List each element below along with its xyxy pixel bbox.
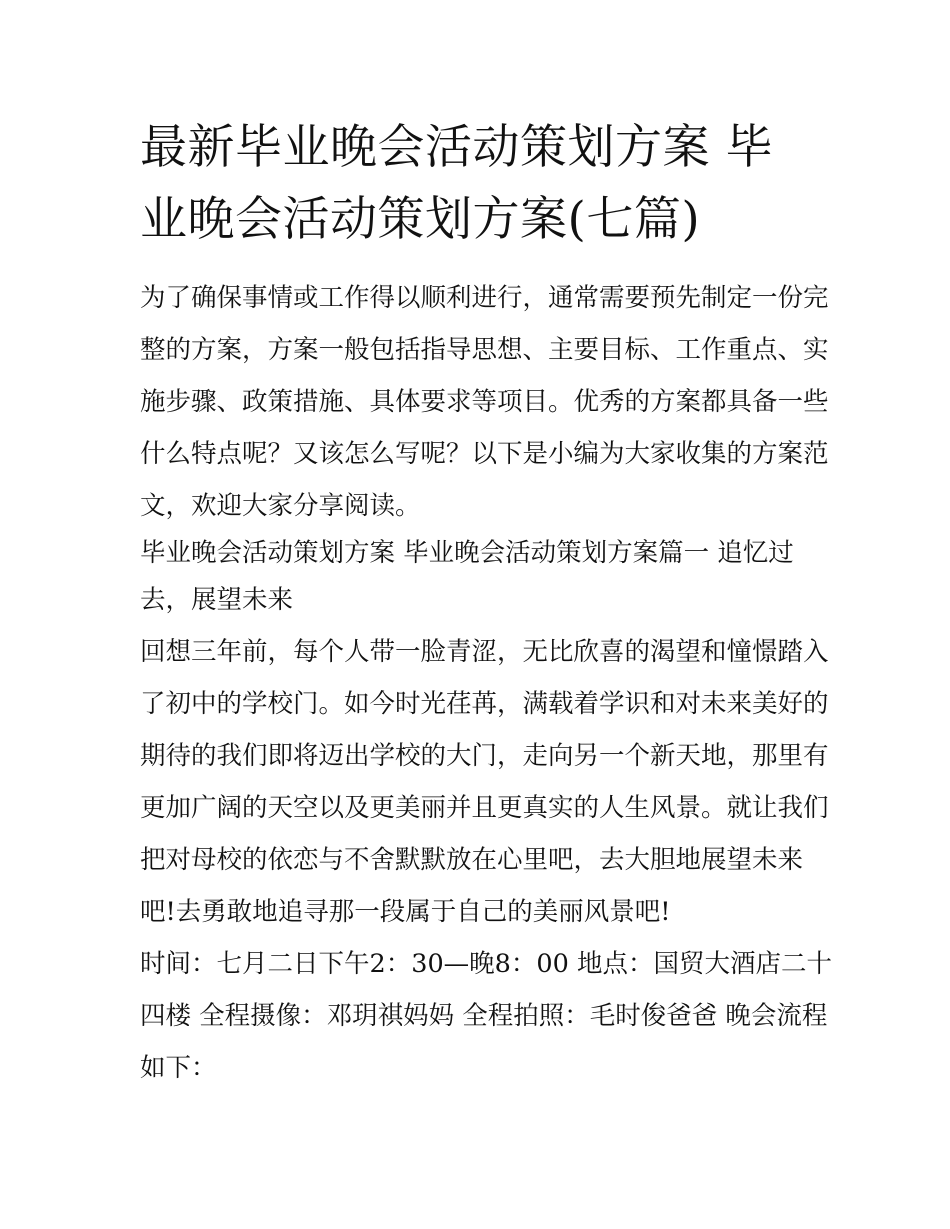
text-line: 更加广阔的天空以及更美丽并且更真实的人生风景。就让我们 — [140, 793, 829, 823]
text-line: 文，欢迎大家分享阅读。 — [140, 491, 421, 521]
text-line: 什么特点呢？又该怎么写呢？以下是小编为大家收集的方案范 — [140, 439, 829, 469]
event-info-paragraph — [140, 938, 832, 1094]
text-line: 为了确保事情或工作得以顺利进行，通常需要预先制定一份完 — [140, 283, 829, 313]
text-line: 期待的我们即将迈出学校的大门，走向另一个新天地，那里有 — [140, 741, 829, 771]
text-line: 了初中的学校门。如今时光荏苒，满载着学识和对未来美好的 — [140, 689, 829, 719]
text-line: 时间：七月二日下午2：30—晚8：00 地点：国贸大酒店二十 — [140, 949, 832, 979]
text-line: 毕业晚会活动策划方案 毕业晚会活动策划方案篇一 追忆过 — [140, 538, 794, 568]
title-line: 最新毕业晚会活动策划方案 毕 — [140, 120, 773, 175]
document-title — [140, 112, 815, 256]
text-line: 吧!去勇敢地追寻那一段属于自己的美丽风景吧! — [140, 897, 671, 927]
section-heading — [140, 530, 815, 624]
document-body — [140, 272, 832, 1094]
text-line: 把对母校的依恋与不舍默默放在心里吧，去大胆地展望未来 — [140, 845, 804, 875]
text-line: 如下： — [140, 1053, 217, 1083]
text-line: 施步骤、政策措施、具体要求等项目。优秀的方案都具备一些 — [140, 387, 829, 417]
text-line: 去，展望未来 — [140, 585, 294, 615]
text-line: 四楼 全程摄像：邓玥祺妈妈 全程拍照：毛时俊爸爸 晚会流程 — [140, 1001, 828, 1031]
intro-paragraph — [140, 272, 829, 532]
text-line: 回想三年前，每个人带一脸青涩，无比欣喜的渴望和憧憬踏入 — [140, 637, 829, 667]
title-line: 业晚会活动策划方案(七篇) — [140, 192, 701, 247]
body-paragraph — [140, 626, 829, 938]
document-page — [140, 112, 832, 1094]
text-line: 整的方案，方案一般包括指导思想、主要目标、工作重点、实 — [140, 335, 829, 365]
